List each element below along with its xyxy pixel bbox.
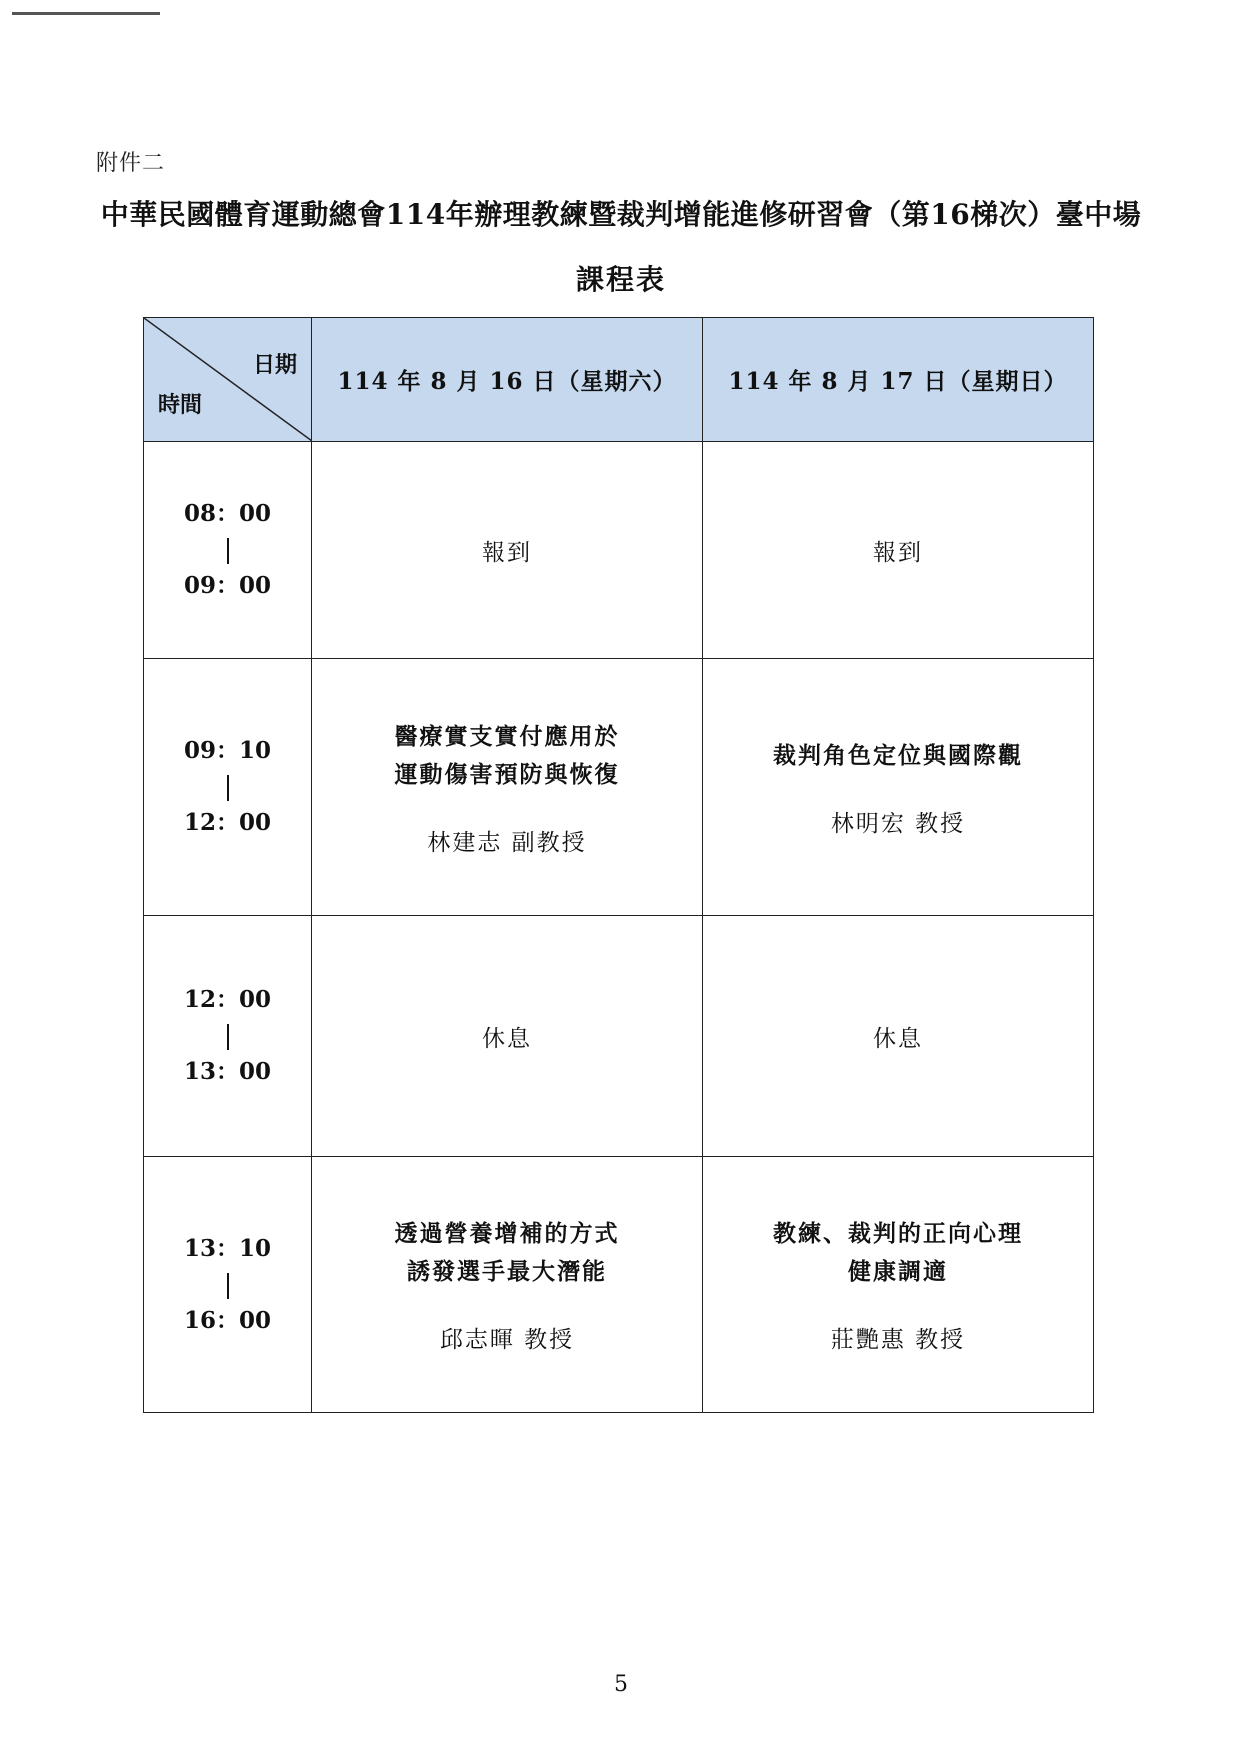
document-title: 中華民國體育運動總會114年辦理教練暨裁判增能進修研習會（第16梯次）臺中場 [100,198,1142,231]
day-header-2-label: 114 年 8 月 17 日（星期日） [728,368,1068,395]
session-topic-line-1: 裁判角色定位與國際觀 [773,741,1023,769]
time-slot [144,442,312,659]
time-start: 09：10 [183,737,271,764]
time-separator [227,775,229,801]
corner-cell [144,318,312,442]
session-cell [703,1157,1094,1413]
session-cell [312,442,703,659]
document-subtitle: 課程表 [575,263,666,296]
session-topic-line-1: 透過營養增補的方式 [394,1220,620,1247]
session-speaker: 林建志 副教授 [427,829,587,856]
time-start: 12：00 [183,986,271,1013]
time-end: 09：00 [183,572,271,599]
time-slot [144,1157,312,1413]
session-text: 報到 [482,539,532,566]
scan-edge-mark [12,12,160,15]
corner-diagonal-line [144,318,312,441]
time-end: 16：00 [183,1306,271,1334]
session-speaker: 邱志暉 教授 [439,1327,575,1353]
session-speaker: 林明宏 教授 [830,810,966,837]
session-speaker: 莊艷惠 教授 [830,1327,966,1353]
page-number: 5 [614,1672,628,1697]
session-cell [703,659,1094,916]
session-text: 休息 [873,1025,923,1052]
corner-date-label: 日期 [252,352,297,378]
session-cell [703,916,1094,1157]
session-topic-line-1: 醫療實支實付應用於 [394,722,620,750]
day-header-1 [312,318,703,442]
day-header-1-label: 114 年 8 月 16 日（星期六） [337,368,677,395]
session-topic-line-2: 運動傷害預防與恢復 [394,760,620,788]
annex-label: 附件二 [96,151,166,176]
table-header-row [144,318,1094,442]
session-topic-line-1: 教練、裁判的正向心理 [773,1220,1023,1247]
session-text: 報到 [873,539,923,566]
time-slot [144,916,312,1157]
session-topic-line-2: 誘發選手最大潛能 [407,1258,607,1285]
time-separator [227,1273,229,1299]
session-cell [312,659,703,916]
session-cell [703,442,1094,659]
table-row [144,1157,1094,1413]
table-row [144,659,1094,916]
table-row [144,442,1094,659]
time-start: 08：00 [183,500,271,527]
time-end: 12：00 [183,809,271,836]
session-text: 休息 [482,1025,532,1052]
session-topic-line-2: 健康調適 [848,1258,948,1285]
time-end: 13：00 [183,1058,271,1085]
schedule-table [143,317,1094,1413]
session-cell [312,1157,703,1413]
time-separator [227,538,229,564]
time-slot [144,659,312,916]
corner-time-label: 時間 [158,392,203,418]
table-row [144,916,1094,1157]
session-cell [312,916,703,1157]
time-separator [227,1024,229,1050]
time-start: 13：10 [183,1234,271,1262]
day-header-2 [703,318,1094,442]
